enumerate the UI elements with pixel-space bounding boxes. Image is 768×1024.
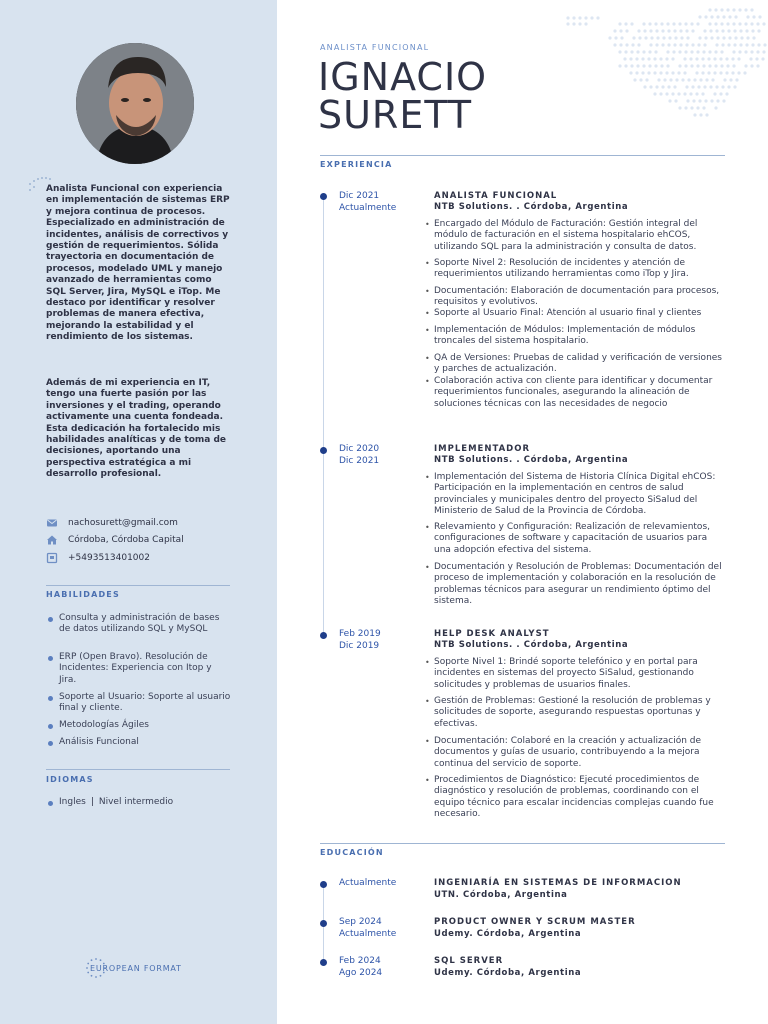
language-separator: | [90,797,94,807]
education-date-end: Ago 2024 [339,967,383,978]
job-dates [339,191,396,214]
experience-divider [320,155,725,156]
timeline-dot [320,959,327,966]
person-name [318,55,488,137]
education-title: PRODUCT OWNER Y SCRUM MASTER [434,917,636,927]
contact-email[interactable]: nachosurett@gmail.com [68,518,178,528]
job-date-start: Dic 2021 [339,191,380,201]
education-date-start: Actualmente [339,878,397,888]
job-bullet: • Soporte al Usuario Final: Atención al usuario final y clientes [434,308,726,319]
european-format-badge [84,958,182,978]
contact-phone-row[interactable] [46,552,246,564]
name-first: IGNACIO [318,55,488,99]
education-heading: EDUCACIÓN [320,848,384,857]
job-bullet: • Documentación: Colaboré en la creación y actualización de documentos y guías de usuario, contribuyendo a la mejora continua del servicio de soporte. [434,736,726,770]
education-divider [320,843,725,844]
envelope-icon [46,517,58,529]
job-date-end: Actualmente [339,202,397,213]
job-role-label: ANALISTA FUNCIONAL [320,43,430,52]
phone-icon [46,552,58,564]
job-bullet: • Procedimientos de Diagnóstico: Ejecuté procedimientos de diagnóstico y resolución de problemas, coordinando con el equipo técnico para escalar incidencias complejas cuando fue necesario. [434,775,726,820]
job-bullet: • Implementación del Sistema de Historia Clínica Digital ehCOS: Participación en la implementación en centros de salud provinciales y municipales dentro del proyecto SiSalud del Ministerio de Salud de la Provincia de Córdoba. [434,472,726,517]
education-institution: UTN. Córdoba, Argentina [434,890,568,900]
world-map-dots-icon [560,6,768,131]
timeline-dot [320,447,327,454]
job-company: NTB Solutions. . Córdoba, Argentina [434,202,629,212]
skill-item: Soporte al Usuario: Soporte al usuario final y cliente. [46,692,231,715]
job-date-start: Feb 2019 [339,629,381,639]
job-company: NTB Solutions. . Córdoba, Argentina [434,455,629,465]
name-last: SURETT [318,93,473,137]
timeline-dot [320,881,327,888]
job-bullet: • Soporte Nivel 1: Brindé soporte telefónico y en portal para incidentes en sistemas del proyecto SiSalud, gestionando solicitudes y problemas de usuarios finales. [434,657,726,691]
skills-heading: HABILIDADES [46,590,120,599]
education-dates [339,878,396,890]
job-bullet: • Gestión de Problemas: Gestioné la resolución de problemas y solicitudes de soporte, asegurando respuestas oportunas y efectivas. [434,696,726,730]
experience-timeline [323,196,324,636]
education-dates [339,956,382,979]
skills-divider [46,585,230,586]
profile-interests: Además de mi experiencia en IT, tengo una fuerte pasión por las inversiones y el trading, operando activamente una cuenta fondeada. Esta dedicación ha fortalecido mis habilidades analíticas y de toma de decisiones, aportando una perspectiva estratégica a mi desarrollo profesional. [46,378,227,480]
timeline-dot [320,920,327,927]
job-dates [339,444,379,467]
job-date-start: Dic 2020 [339,444,380,454]
job-bullet: • Relevamiento y Configuración: Realización de relevamientos, configuraciones de software y capacitación de usuarios para una adopción efectiva del sistema. [434,522,726,556]
education-title: SQL SERVER [434,956,504,966]
european-format-label: EUROPEAN FORMAT [90,963,182,973]
experience-heading: EXPERIENCIA [320,160,393,169]
job-date-end: Dic 2019 [339,640,380,651]
profile-summary: Analista Funcional con experiencia en implementación de sistemas ERP y mejora continua de procesos. Especializado en administración de incidentes, análisis de correctivos y gestión de requerimientos. Sólida trayectoria en documentación de procesos, modelado UML y manejo avanzado de herramientas como SQL Server, Jira, MySQL e iTop. Me destaco por identificar y resolver problemas de manera efectiva, mejorando la estabilidad y el rendimiento de los sistemas. [46,184,230,343]
contact-location-row [46,534,246,546]
job-bullet: • Documentación: Elaboración de documentación para procesos, requisitos y evolutivos. [434,286,726,309]
skill-item: Consulta y administración de bases de datos utilizando SQL y MySQL [46,613,231,636]
sidebar [0,0,277,1024]
job-bullet: • Soporte Nivel 2: Resolución de incidentes y atención de requerimientos utilizando herramientas como iTop y Jira. [434,258,726,281]
home-icon [46,534,58,546]
education-institution: Udemy. Córdoba, Argentina [434,968,582,978]
skill-item: Análisis Funcional [46,737,231,748]
contact-email-row[interactable] [46,517,246,529]
education-institution: Udemy. Córdoba, Argentina [434,929,582,939]
job-date-end: Dic 2021 [339,455,380,466]
education-date-start: Feb 2024 [339,956,381,966]
language-item [46,797,173,807]
contact-phone[interactable]: +5493513401002 [68,553,150,563]
education-title: INGENIARÍA EN SISTEMAS DE INFORMACION [434,878,682,888]
languages-divider [46,769,230,770]
job-bullet: • Colaboración activa con cliente para identificar y documentar requerimientos funcionales, asegurando la alineación de soluciones técnicas con las necesidades de negocio [434,376,726,410]
job-bullet: • QA de Versiones: Pruebas de calidad y verificación de versiones y parches de actualización. [434,353,726,376]
job-bullet: • Documentación y Resolución de Problemas: Documentación del proceso de implementación y colaboración en la resolución de problemas técnicos para asegurar un rendimiento óptimo del sistema. [434,562,726,607]
job-company: NTB Solutions. . Córdoba, Argentina [434,640,629,650]
job-bullet: • Encargado del Módulo de Facturación: Gestión integral del módulo de facturación en el sistema hospitalario ehCOS, utilizando SQL para la administración y consulta de datos. [434,219,726,253]
skill-item: ERP (Open Bravo). Resolución de Incidentes: Experiencia con Itop y Jira. [46,652,231,686]
profile-photo [76,43,194,164]
education-date-start: Sep 2024 [339,917,382,927]
languages-heading: IDIOMAS [46,775,94,784]
contact-location: Córdoba, Córdoba Capital [68,535,184,545]
education-dates [339,917,396,940]
language-name: Ingles [59,797,86,807]
job-title: HELP DESK ANALYST [434,629,550,639]
job-bullet: • Implementación de Módulos: Implementación de módulos troncales del sistema hospitalario. [434,325,726,348]
job-dates [339,629,381,652]
timeline-dot [320,632,327,639]
job-title: IMPLEMENTADOR [434,444,530,454]
language-level: Nivel intermedio [98,797,174,807]
skill-item: Metodologías Ágiles [46,720,231,731]
education-date-end: Actualmente [339,928,397,939]
timeline-dot [320,193,327,200]
job-title: ANALISTA FUNCIONAL [434,191,558,201]
